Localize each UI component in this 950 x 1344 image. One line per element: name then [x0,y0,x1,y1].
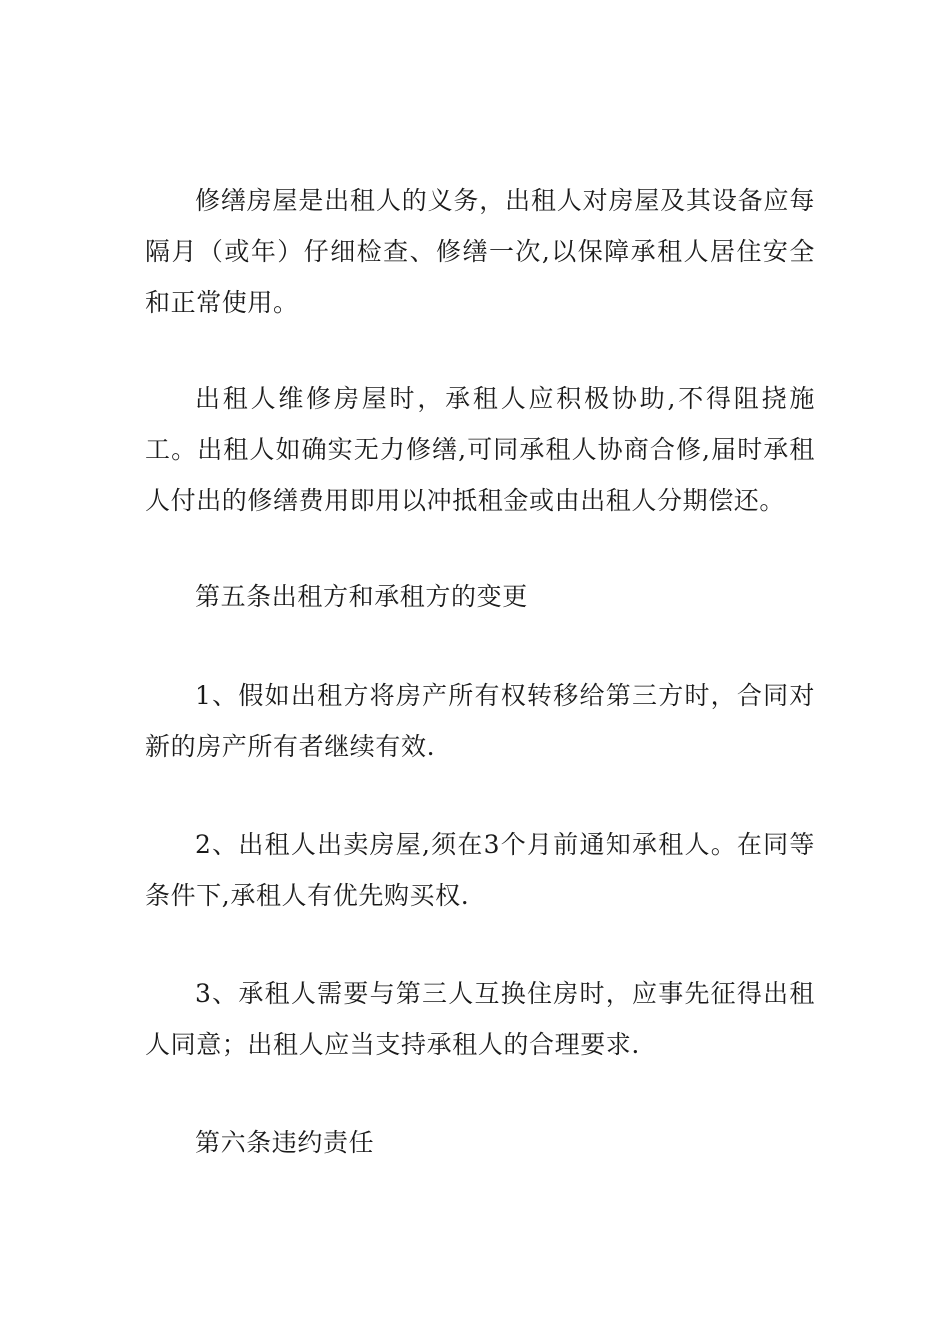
section-heading-article-5: 第五条出租方和承租方的变更 [195,582,528,611]
clause-item-1: 1、假如出租方将房产所有权转移给第三方时，合同对新的房产所有者继续有效. [145,681,815,761]
section-heading-article-6: 第六条违约责任 [195,1128,375,1157]
clause-item-2: 2、出租人出卖房屋,须在3个月前通知承租人。在同等条件下,承租人有优先购买权. [145,830,815,910]
paragraph-repair-cooperation: 出租人维修房屋时，承租人应积极协助,不得阻挠施工。出租人如确实无力修缮,可同承租人协商合修,届时承租人付出的修缮费用即用以冲抵租金或由出租人分期偿还。 [145,384,815,515]
paragraph-repair-duty: 修缮房屋是出租人的义务，出租人对房屋及其设备应每隔月（或年）仔细检查、修缮一次,以保障承租人居住安全和正常使用。 [145,186,815,317]
clause-item-3: 3、承租人需要与第三人互换住房时，应事先征得出租人同意；出租人应当支持承租人的合理要求. [145,979,815,1059]
